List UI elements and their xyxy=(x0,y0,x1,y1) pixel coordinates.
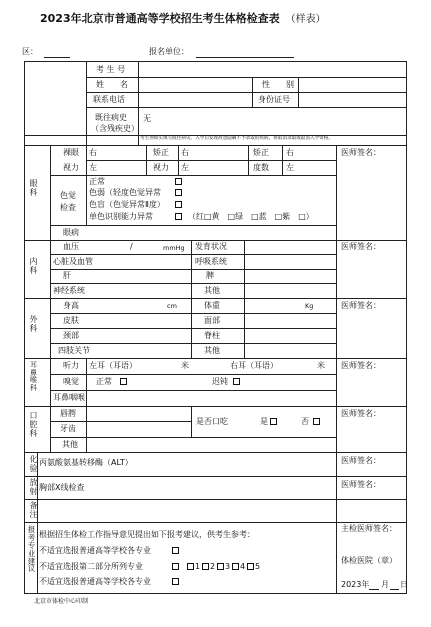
weight-unit: Kg xyxy=(305,302,314,310)
gender-label: 性 别 xyxy=(262,80,294,89)
bp-unit: mmHg xyxy=(163,244,185,252)
spine-label: 脊柱 xyxy=(204,331,220,340)
lips-label: 唇腭 xyxy=(60,409,76,418)
naked-right: 右 xyxy=(89,148,97,157)
face-label: 面部 xyxy=(204,316,220,325)
degree-left: 左 xyxy=(286,163,294,172)
history-notice: 考生须如实填写既往病史。入学后发现故意隐瞒不予录取的疾病，将取消录取或取消入学资格。 xyxy=(140,136,333,141)
vision-label: 视力 xyxy=(63,163,79,172)
vision-label-2: 视力 xyxy=(153,163,169,172)
radio-section-label: 放射 xyxy=(29,478,38,496)
part-4-label: 4 xyxy=(240,562,246,571)
history-sub-label: （含残疾史） xyxy=(91,124,139,133)
neck-label: 颈部 xyxy=(63,331,79,340)
corrected-left: 左 xyxy=(181,163,189,172)
radio-doctor-sign: 医师签名： xyxy=(341,480,381,489)
date-month-field[interactable] xyxy=(369,589,379,590)
weight-label: 体重 xyxy=(204,301,220,310)
right-ear-label: 右耳（耳语） xyxy=(230,361,278,370)
part-3-checkbox[interactable] xyxy=(217,563,224,570)
name-label: 姓 名 xyxy=(96,80,128,89)
oral-other-label: 其他 xyxy=(62,440,78,449)
resp-label: 呼吸系统 xyxy=(195,257,227,266)
part-3-label: 3 xyxy=(225,562,231,571)
color-mono-checkbox[interactable] xyxy=(175,213,182,220)
advice-section-label: 报考专业建议 xyxy=(27,525,36,574)
advice-line1-checkbox[interactable] xyxy=(172,547,179,554)
degree-label: 度数 xyxy=(253,163,269,172)
alt-label: 丙氨酸氨基转移酶（ALT） xyxy=(39,458,133,467)
color-opt-mono: 单色识别能力异常 xyxy=(89,212,153,221)
part-2-checkbox[interactable] xyxy=(202,563,209,570)
bp-slash: / xyxy=(130,242,133,251)
hearing-label: 听力 xyxy=(63,361,79,370)
naked-label: 裸眼 xyxy=(63,148,79,157)
date-day: 日 xyxy=(400,580,408,589)
footer-printer: 北京市体检中心印制 xyxy=(34,598,89,605)
ent-doctor-sign: 医师签名： xyxy=(341,361,381,370)
eye-section-label: 眼科 xyxy=(29,179,38,197)
advice-line2: 不适宜选报第二部分所列专业 xyxy=(39,562,143,571)
degree-right: 右 xyxy=(286,148,294,157)
advice-line1: 不适宜选报普通高等学校各专业 xyxy=(39,546,151,555)
color-opt-weak: 色弱（轻度色觉异常 xyxy=(89,188,161,197)
smell-label: 嗅觉 xyxy=(63,377,79,386)
lab-section-label: 化验 xyxy=(29,455,38,473)
eye-doctor-sign: 医师签名： xyxy=(341,148,381,157)
nerve-label: 神经系统 xyxy=(53,286,85,295)
right-ear-unit: 米 xyxy=(317,361,325,370)
part-5-label: 5 xyxy=(255,562,261,571)
xray-label: 胸部X线检查 xyxy=(39,483,85,492)
oral-section-label: 口腔科 xyxy=(29,411,38,438)
district-field[interactable] xyxy=(44,57,70,58)
internal-doctor-sign: 医师签名： xyxy=(341,242,381,251)
hospital-stamp: 体检医院（章） xyxy=(341,556,397,565)
smell-normal-checkbox[interactable] xyxy=(120,378,127,385)
stutter-no-label: 否 xyxy=(301,417,309,426)
color-normal-checkbox[interactable] xyxy=(175,178,182,185)
advice-intro: 根据招生体检工作指导意见提出如下报考建议，供考生参考： xyxy=(39,530,255,539)
bp-label: 血压 xyxy=(63,242,79,251)
smell-normal-label: 正常 xyxy=(96,377,112,386)
left-ear-unit: 米 xyxy=(181,361,189,370)
stutter-yes-checkbox[interactable] xyxy=(270,418,277,425)
part-1-checkbox[interactable] xyxy=(187,563,194,570)
sample-tag: （样表） xyxy=(285,14,326,25)
part-1-label: 1 xyxy=(195,562,201,571)
chief-doctor-sign: 主检医师签名： xyxy=(341,524,397,533)
advice-line3: 不适宜选报普通高等学校各专业 xyxy=(39,577,151,586)
color-label: 色觉 xyxy=(60,191,76,200)
left-ear-label: 左耳（耳语） xyxy=(89,361,137,370)
height-label: 身高 xyxy=(63,301,79,310)
height-unit: cm xyxy=(167,302,177,310)
liver-label: 肝 xyxy=(63,271,71,280)
history-value: 无 xyxy=(143,114,151,123)
spleen-label: 脾 xyxy=(206,271,214,280)
color-weak-checkbox[interactable] xyxy=(175,189,182,196)
lab-doctor-sign: 医师签名： xyxy=(341,456,381,465)
unit-label: 报名单位： xyxy=(149,47,189,56)
limbs-label: 四肢关节 xyxy=(58,346,90,355)
date-day-field[interactable] xyxy=(390,589,399,590)
surgery-section-label: 外科 xyxy=(29,315,38,333)
remarks-field[interactable] xyxy=(38,500,334,521)
date-month: 月 xyxy=(381,580,389,589)
form-title: 2023年北京市普通高等学校招生考生体格检查表 （样表） xyxy=(40,12,326,25)
part-4-checkbox[interactable] xyxy=(232,563,239,570)
teeth-label: 牙齿 xyxy=(60,424,76,433)
part-5-checkbox[interactable] xyxy=(247,563,254,570)
date-year: 2023年 xyxy=(341,580,370,589)
ent-section-label: 耳鼻喉科 xyxy=(30,361,37,393)
smell-dull-label: 迟钝 xyxy=(212,377,228,386)
color-check-label: 检查 xyxy=(60,203,76,212)
oral-doctor-sign: 医师签名： xyxy=(341,409,381,418)
surgery-other-label: 其他 xyxy=(204,346,220,355)
internal-other-label: 其他 xyxy=(204,286,220,295)
smell-dull-checkbox[interactable] xyxy=(233,378,240,385)
exam-no-label: 考 生 号 xyxy=(96,65,126,74)
corrected-label: 矫正 xyxy=(153,148,169,157)
naked-left: 左 xyxy=(89,163,97,172)
corrected-right: 右 xyxy=(181,148,189,157)
advice-line3-checkbox[interactable] xyxy=(172,578,179,585)
internal-section-label: 内科 xyxy=(29,257,38,275)
color-opt-normal: 正常 xyxy=(89,177,105,186)
eye-disease-label: 眼病 xyxy=(63,228,79,237)
stutter-no-checkbox[interactable] xyxy=(313,418,320,425)
color-blind-checkbox[interactable] xyxy=(175,201,182,208)
skin-label: 皮肤 xyxy=(63,316,79,325)
color-opt-blind: 色盲（色觉异常Ⅱ度） xyxy=(89,200,165,209)
remarks-section-label: 备注 xyxy=(29,501,38,519)
stutter-label: 是否口吃 xyxy=(196,417,228,426)
id-label: 身份证号 xyxy=(258,95,290,104)
district-label: 区： xyxy=(22,47,38,56)
phone-label: 联系电话 xyxy=(93,95,125,104)
unit-field[interactable] xyxy=(196,57,294,58)
stutter-yes-label: 是 xyxy=(260,417,268,426)
throat-label: 耳鼻咽喉 xyxy=(53,393,85,402)
surgery-doctor-sign: 医师签名： xyxy=(341,301,381,310)
advice-line2-checkbox[interactable] xyxy=(172,563,179,570)
growth-label: 发育状况 xyxy=(195,242,227,251)
corrected-label-2: 矫正 xyxy=(253,148,269,157)
part-2-label: 2 xyxy=(210,562,216,571)
history-label: 既往病史 xyxy=(95,113,127,122)
color-list: （红□黄 □绿 □蓝 □紫 □） xyxy=(188,212,314,221)
heart-label: 心脏及血管 xyxy=(53,257,93,266)
